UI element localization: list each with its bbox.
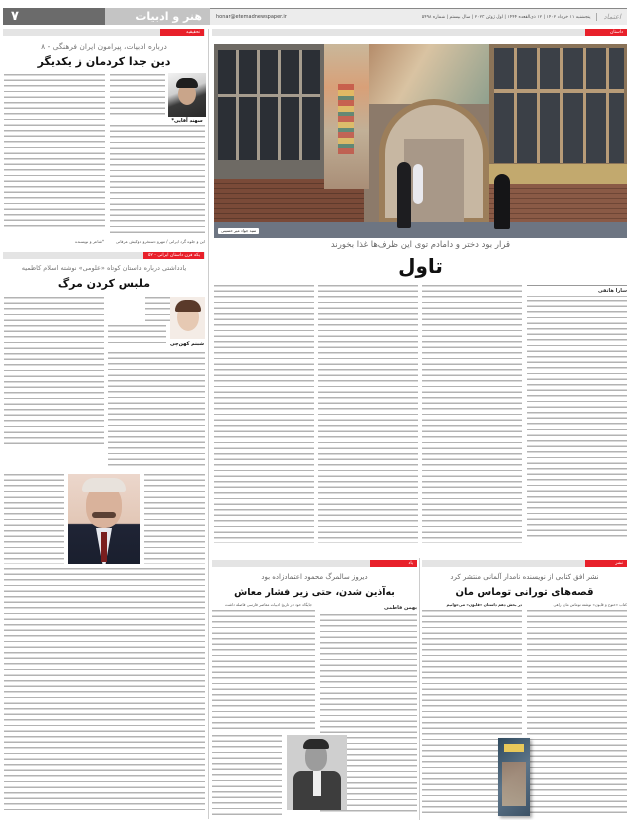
newspaper-logo: اعتماد xyxy=(596,13,621,21)
masthead-info xyxy=(210,8,627,25)
article2-body-col1 xyxy=(4,297,104,447)
byline-rule-bottom xyxy=(527,296,627,297)
article2-tag: یکه فرن داستان ایرانی - ۵۲ xyxy=(143,252,204,259)
bottom-right-kicker: نشر افق کتابی از نویسنده نامدار آلمانی منتشر کرد xyxy=(450,573,599,581)
main-story-headline: تاول xyxy=(398,254,443,278)
page-masthead xyxy=(3,8,627,25)
bottom-right-tag: نشر xyxy=(585,560,627,567)
bottom-middle-kicker: دیروز سالمرگ محمود اعتمادزاده بود xyxy=(261,573,368,581)
section-title: هنر و ادبیات xyxy=(105,8,210,25)
author-portrait-sahand xyxy=(168,73,206,117)
article2-author: شبنم کهن‌چی xyxy=(169,341,205,347)
author-portrait-shabnam xyxy=(170,297,205,339)
article2-kicker: یادداشتی درباره داستان کوتاه «علومی» نوشته اسلام کاظمیه xyxy=(21,264,187,272)
dateline: پنجشنبه ۱۱ خرداد ۱۴۰۲ | ۱۲ ذی‌القعده ۱۴۴۴ | اول ژوئن ۲۰۲۳ | سال بیستم | شماره ۵۴۹۸ xyxy=(421,14,591,20)
etemadzadeh-photo xyxy=(287,735,347,810)
section-email[interactable]: honar@etemadnewspaper.ir xyxy=(216,14,287,20)
bottom-middle-lead: جایگاه خود در تاریخ ادبیات معاصر فارسی فاصله داشت xyxy=(225,602,312,607)
article2-body-col2-mid xyxy=(144,474,205,564)
main-story-photo xyxy=(214,44,627,238)
bottom-middle-col2-low xyxy=(212,735,282,815)
article1-kicker: درباره ادبیات، پیرامون ایران فرهنگی - ۸ xyxy=(41,42,167,51)
article1-body-col2 xyxy=(110,125,205,233)
left-section-tag: نحقیقیه xyxy=(160,29,204,36)
article2-body-col2-top xyxy=(108,325,166,347)
article1-body-col1 xyxy=(4,74,105,230)
photo-credit: سید جواد میر حسینی xyxy=(218,228,259,234)
article1-footnote: *شاعر و نویسنده xyxy=(75,239,104,244)
article1-headline: دین جدا کردمان ز یکدیگر xyxy=(37,55,171,68)
article2-body-col1-mid xyxy=(4,474,64,564)
article1-author: سهند آقایی* xyxy=(171,118,203,124)
bottom-middle-author: بهمن فاطمی xyxy=(383,605,417,611)
bottom-middle-headline: به‌آذین شدن، حتی زیر فشار معاش xyxy=(234,587,395,598)
writer-photo-kazemieh xyxy=(68,474,140,564)
article1-credit: ابن و جلوه گرد ایرانی / مهرو دستخرو دوکیش عرفانی xyxy=(115,239,205,244)
main-section-tag: داستان xyxy=(585,29,627,36)
bottom-right-headline: قصه‌های تورانی توماس مان xyxy=(455,587,594,598)
main-story-col3 xyxy=(318,285,418,543)
book-cover xyxy=(498,738,530,816)
bottom-middle-tag: یاد xyxy=(370,560,417,567)
main-story-col4 xyxy=(214,285,314,543)
bottom-right-subhead: در بخش دهم داستان «قابون» می‌خوانیم xyxy=(446,602,522,607)
column-divider xyxy=(208,29,209,819)
main-story-col1 xyxy=(527,300,627,540)
article2-body-col2 xyxy=(108,352,205,467)
page-number: ۷ xyxy=(3,8,105,25)
bottom-middle-col2 xyxy=(212,610,315,730)
article2-headline: ملبس کردن مرگ xyxy=(57,277,151,290)
main-story-col2 xyxy=(422,285,522,543)
main-section-bar xyxy=(212,29,627,36)
article1-body-col2-top xyxy=(110,74,165,116)
bottom-right-col1 xyxy=(527,610,627,815)
bottom-divider xyxy=(419,558,420,820)
main-story-author: سارا هاتفی xyxy=(597,288,627,294)
bottom-right-lead: کتاب «خنوح و قابون» نوشته توماس مان راهی xyxy=(553,602,627,607)
main-story-kicker: قرار بود دختر و دامادم توی این ظرف‌ها غذا بخورند xyxy=(330,240,511,250)
byline-rule xyxy=(527,285,627,286)
article2-body-bottom xyxy=(4,568,205,813)
